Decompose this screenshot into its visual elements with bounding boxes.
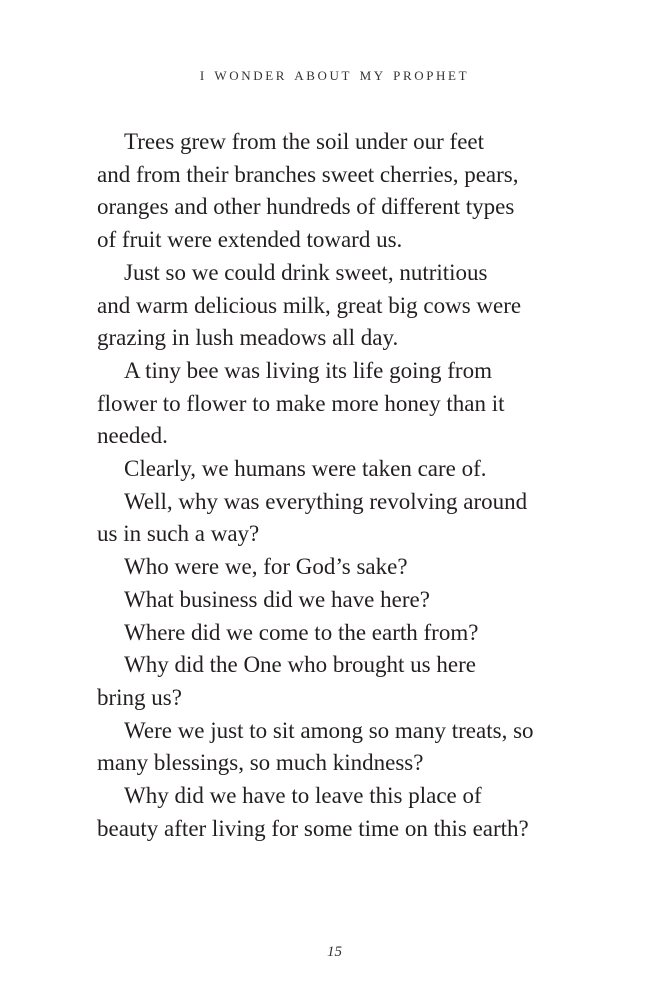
text-line: flower to flower to make more honey than it [97, 390, 505, 416]
text-line: Well, why was everything revolving around [124, 488, 528, 514]
text-line: needed. [97, 423, 168, 449]
body-text [97, 126, 587, 845]
running-header: I WONDER ABOUT MY PROPHET [199, 68, 470, 83]
text-line: What business did we have here? [124, 586, 430, 612]
text-line: Were we just to sit among so many treats, so [124, 717, 534, 743]
text-line: beauty after living for some time on this earth? [97, 815, 529, 841]
text-line: oranges and other hundreds of different types [97, 194, 515, 220]
text-line: and from their branches sweet cherries, pears, [97, 161, 519, 187]
text-line: Why did we have to leave this place of [124, 783, 482, 809]
text-line: Why did the One who brought us here [124, 652, 476, 678]
text-line: A tiny bee was living its life going from [124, 357, 492, 383]
text-line: many blessings, so much kindness? [97, 750, 424, 776]
text-line: bring us? [97, 684, 182, 710]
text-line: Who were we, for God’s sake? [124, 554, 408, 580]
text-line: grazing in lush meadows all day. [97, 325, 399, 351]
text-line: and warm delicious milk, great big cows were [97, 292, 522, 318]
text-line: us in such a way? [97, 521, 260, 547]
text-line: Clearly, we humans were taken care of. [124, 456, 487, 482]
text-line: Just so we could drink sweet, nutritious [124, 259, 488, 285]
text-line: of fruit were extended toward us. [97, 227, 403, 253]
text-line: Trees grew from the soil under our feet [124, 129, 485, 154]
text-line: Where did we come to the earth from? [124, 619, 479, 645]
page-number: 15 [327, 944, 342, 960]
